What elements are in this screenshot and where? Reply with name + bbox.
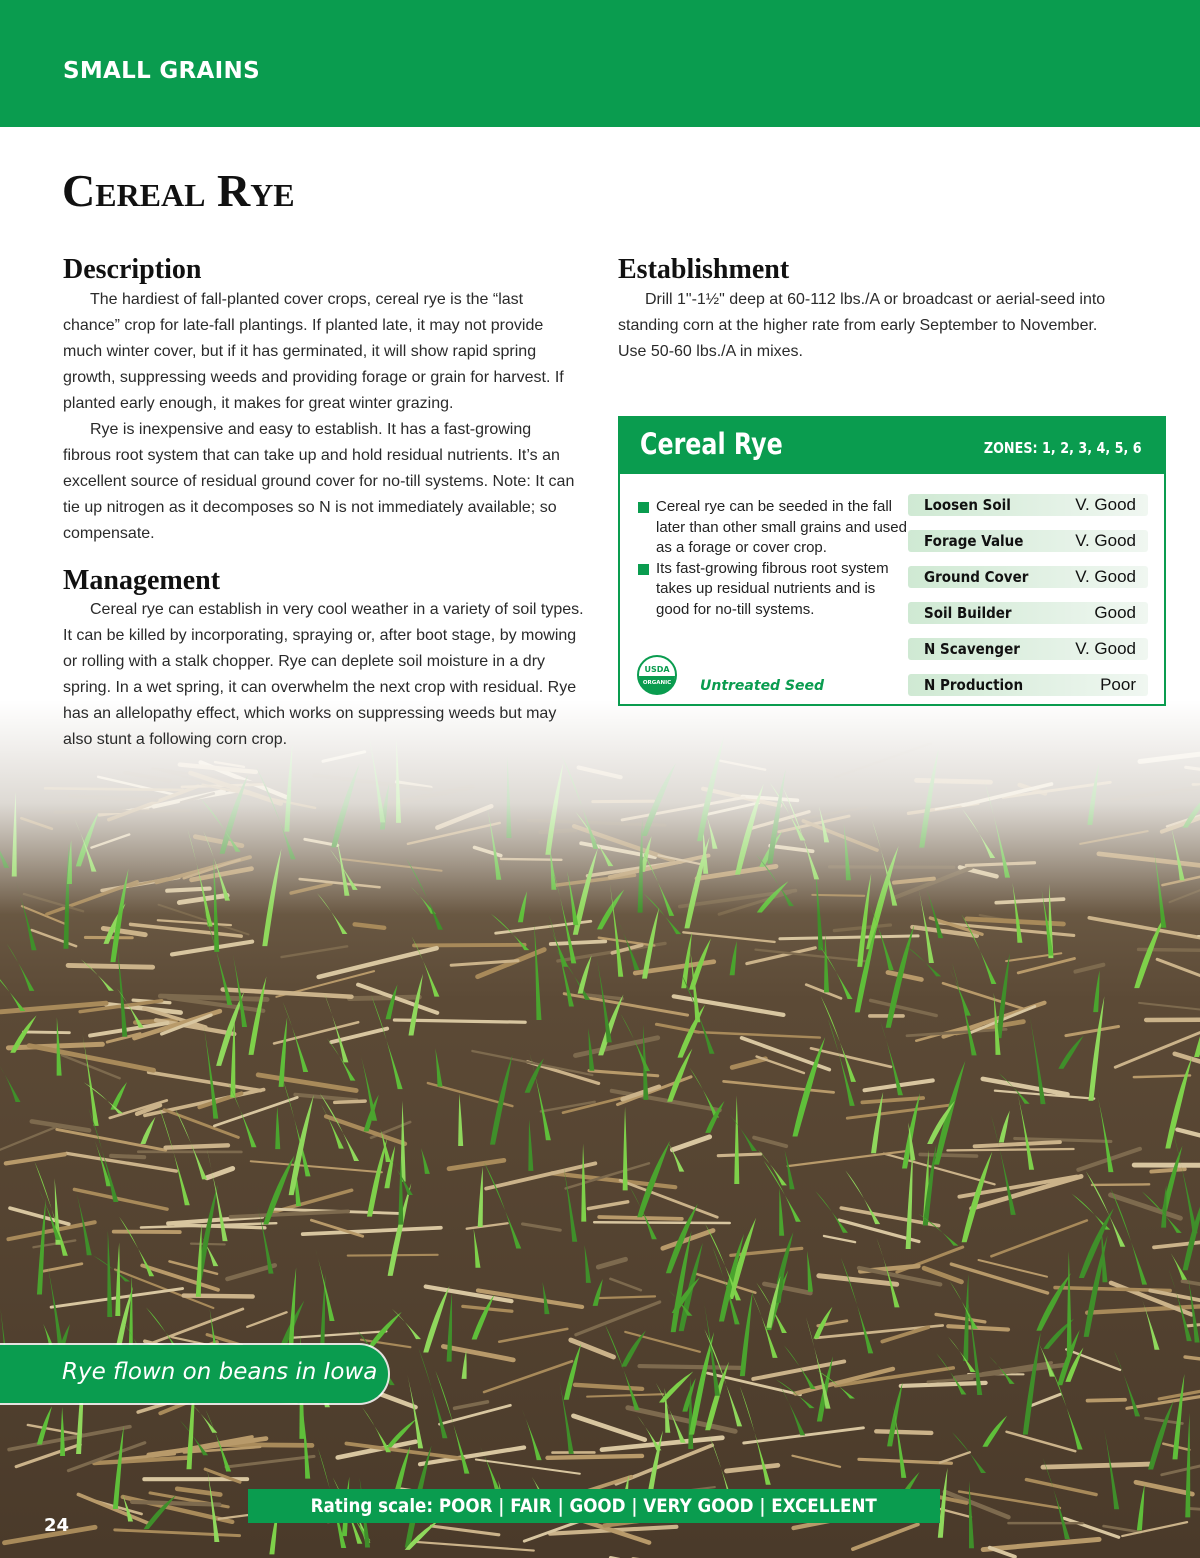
rating-name: N Production xyxy=(924,676,1024,694)
rating-scale-text: Rating scale: POOR | FAIR | GOOD | VERY GOOD | EXCELLENT xyxy=(310,1495,878,1517)
rating-name: Loosen Soil xyxy=(924,496,1011,514)
svg-text:ORGANIC: ORGANIC xyxy=(642,680,672,686)
list-item xyxy=(638,559,908,621)
rating-value: V. Good xyxy=(1075,531,1136,550)
establishment-heading: Establishment xyxy=(618,254,790,285)
zones-label: ZONES: 1, 2, 3, 4, 5, 6 xyxy=(984,439,1142,457)
establishment-body xyxy=(618,287,1128,365)
rating-row xyxy=(908,494,1148,516)
bullet-square-icon xyxy=(638,502,649,513)
rating-row xyxy=(908,638,1148,660)
rating-scale-bar xyxy=(248,1489,940,1523)
rating-row xyxy=(908,530,1148,552)
list-item-text: Its fast-growing fibrous root system takes up residual nutrients and is good for no-till systems. xyxy=(656,559,889,618)
info-box-header xyxy=(620,418,1164,474)
rating-row xyxy=(908,674,1148,696)
field-photo xyxy=(0,700,1200,1558)
rating-value: Poor xyxy=(1100,675,1136,694)
crop-info-box xyxy=(618,416,1166,706)
rating-name: N Scavenger xyxy=(924,640,1020,658)
description-heading: Description xyxy=(63,254,202,285)
photo-caption xyxy=(0,1345,388,1403)
rating-value: Good xyxy=(1094,603,1136,622)
rating-value: V. Good xyxy=(1075,639,1136,658)
untreated-seed-label: Untreated Seed xyxy=(700,678,825,694)
feature-list xyxy=(638,497,908,620)
rating-row xyxy=(908,602,1148,624)
usda-organic-seal-icon xyxy=(637,655,677,695)
info-box-title: Cereal Rye xyxy=(640,427,783,461)
bullet-square-icon xyxy=(638,564,649,575)
section-label: SMALL GRAINS xyxy=(63,58,260,84)
description-body xyxy=(63,287,583,547)
list-item-text: Cereal rye can be seeded in the fall later than other small grains and used as a forage or cover crop. xyxy=(656,498,907,556)
ratings-table xyxy=(908,494,1148,710)
photo-caption-text: Rye flown on beans in Iowa xyxy=(62,1359,378,1385)
rating-name: Soil Builder xyxy=(924,604,1012,622)
management-body xyxy=(63,597,585,753)
management-heading: Management xyxy=(63,565,221,596)
rating-value: V. Good xyxy=(1075,495,1136,514)
establishment-paragraph: Drill 1"-1½" deep at 60-112 lbs./A or broadcast or aerial-seed into standing corn at the higher rate from early September to November. Use 50-60 lbs./A in mixes. xyxy=(618,291,1106,360)
page-title: Cereal Rye xyxy=(62,165,295,216)
description-paragraph: The hardiest of fall-planted cover crops, cereal rye is the “last chance” crop for late-fall plantings. If planted late, it may not provide much winter cover, but if it has germinated, it will show rapid spring growth, suppressing weeds and providing forage or grain for harvest. If planted early enough, it makes for great winter grazing. xyxy=(63,291,564,412)
rating-name: Forage Value xyxy=(924,532,1024,550)
rating-value: V. Good xyxy=(1075,567,1136,586)
management-paragraph: Cereal rye can establish in very cool weather in a variety of soil types. It can be killed by incorporating, spraying or, after boot stage, by mowing or rolling with a stalk chopper. Rye can deplete soil moisture in a dry spring. In a wet spring, it can overwhelm the next crop with residual. Rye has an allelopathy effect, which works on suppressing weeds but may also stunt a following corn crop. xyxy=(63,601,584,748)
rating-name: Ground Cover xyxy=(924,568,1029,586)
rating-row xyxy=(908,566,1148,588)
svg-text:USDA: USDA xyxy=(644,665,670,674)
page-number: 24 xyxy=(44,1515,70,1536)
description-paragraph: Rye is inexpensive and easy to establish. It has a fast-growing fibrous root system that can take up and hold residual nutrients. It’s an excellent source of residual ground cover for no-till systems. Note: It can tie up nitrogen as it decomposes so N is not immediately available; so compensate. xyxy=(63,421,575,542)
list-item xyxy=(638,497,908,559)
